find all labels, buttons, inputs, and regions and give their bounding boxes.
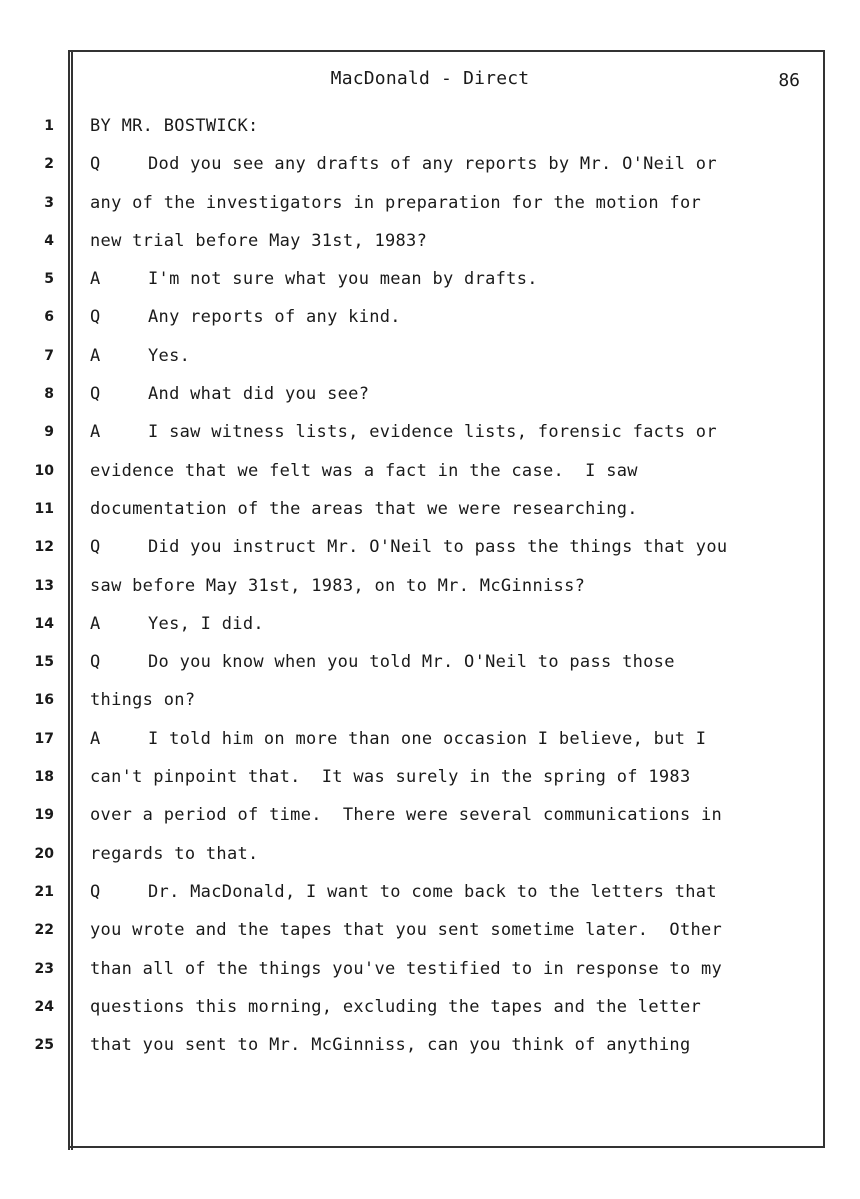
speaker-marker: Q [90,537,101,558]
line-text: new trial before May 31st, 1983? [90,230,428,251]
line-text: you wrote and the tapes that you sent sometime later. Other [90,920,723,941]
line-number: 16 [34,692,54,709]
line-text: Dod you see any drafts of any reports by Mr. O'Neil or [148,154,717,175]
line-text: that you sent to Mr. McGinniss, can you think of anything [90,1035,691,1056]
transcript-line [90,878,814,916]
line-number: 8 [44,386,54,403]
transcript-line [90,1031,814,1069]
line-text: Yes. [148,345,191,366]
line-number: 17 [34,730,54,747]
transcript-line [90,955,814,993]
line-number: 13 [34,577,54,594]
left-margin-rule [68,50,73,1150]
line-number: 5 [44,271,54,288]
line-number: 3 [44,194,54,211]
transcript-line [90,840,814,878]
line-number: 15 [34,654,54,671]
transcript-line [90,418,814,456]
line-text: Do you know when you told Mr. O'Neil to pass those [148,652,675,673]
transcript-line [90,763,814,801]
page-number: 86 [778,70,800,91]
line-number: 21 [34,883,54,900]
line-text: Dr. MacDonald, I want to come back to the letters that [148,881,717,902]
line-number: 11 [34,500,54,517]
line-text: documentation of the areas that we were researching. [90,498,638,519]
line-number: 2 [44,156,54,173]
line-text: I told him on more than one occasion I believe, but I [148,728,707,749]
transcript-line [90,303,814,341]
line-text: Did you instruct Mr. O'Neil to pass the things that you [148,537,728,558]
transcript-line [90,610,814,648]
speaker-marker: A [90,613,101,634]
transcript-line [90,801,814,839]
line-number: 20 [34,845,54,862]
transcript-body [90,112,814,1069]
speaker-marker: Q [90,307,101,328]
line-text: Yes, I did. [148,613,264,634]
line-number: 19 [34,807,54,824]
line-text: I saw witness lists, evidence lists, forensic facts or [148,422,717,443]
line-text: regards to that. [90,843,259,864]
line-number: 1 [44,118,54,134]
transcript-line [90,265,814,303]
transcript-line [90,495,814,533]
transcript-line [90,648,814,686]
transcript-line [90,916,814,954]
speaker-marker: Q [90,881,101,902]
transcript-line [90,227,814,265]
transcript-line [90,686,814,724]
line-number: 12 [34,539,54,556]
line-number: 14 [34,615,54,632]
line-text: saw before May 31st, 1983, on to Mr. McGinniss? [90,575,586,596]
line-number: 25 [34,1037,54,1054]
speaker-marker: A [90,728,101,749]
transcript-line [90,725,814,763]
speaker-marker: Q [90,154,101,175]
transcript-line [90,572,814,610]
line-number: 23 [34,960,54,977]
speaker-marker: A [90,269,101,290]
transcript-line [90,993,814,1031]
line-number: 22 [34,922,54,939]
page-header-title: MacDonald - Direct [330,68,530,89]
transcript-line [90,112,814,150]
transcript-line [90,457,814,495]
line-number: 7 [44,347,54,364]
speaker-marker: A [90,422,101,443]
line-text: BY MR. BOSTWICK: [90,116,259,136]
line-text: over a period of time. There were several communications in [90,805,723,826]
speaker-marker: A [90,345,101,366]
transcript-line [90,189,814,227]
transcript-line [90,150,814,188]
line-text: things on? [90,690,196,711]
line-number: 10 [34,462,54,479]
line-text: And what did you see? [148,384,370,405]
speaker-marker: Q [90,384,101,405]
line-text: I'm not sure what you mean by drafts. [148,269,538,290]
transcript-line [90,533,814,571]
transcript-line [90,380,814,418]
line-text: questions this morning, excluding the tapes and the letter [90,996,702,1017]
line-number-column [0,112,60,1069]
speaker-marker: Q [90,652,101,673]
line-text: any of the investigators in preparation for the motion for [90,192,702,213]
line-number: 24 [34,998,54,1015]
line-text: Any reports of any kind. [148,307,401,328]
line-number: 18 [34,769,54,786]
line-text: than all of the things you've testified to in response to my [90,958,723,979]
line-text: can't pinpoint that. It was surely in the spring of 1983 [90,767,691,788]
line-number: 6 [44,309,54,326]
transcript-line [90,342,814,380]
line-number: 4 [44,232,54,249]
line-text: evidence that we felt was a fact in the case. I saw [90,460,638,481]
line-number: 9 [44,424,54,441]
